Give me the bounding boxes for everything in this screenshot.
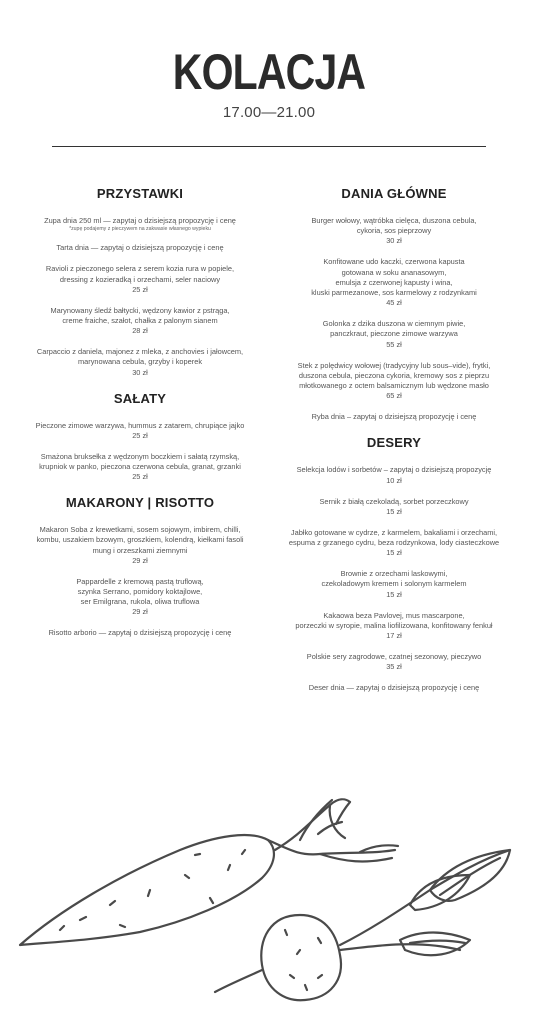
menu-section [32,493,248,638]
left-column [32,184,248,650]
section-title: PRZYSTAWKI [96,186,184,201]
section-title: SAŁATY [113,390,167,406]
menu-item-price: 29 zł [132,607,148,617]
menu-item [286,319,502,349]
menu-item [286,216,502,246]
menu-item-price: 30 zł [386,236,402,246]
menu-item [32,347,248,377]
menu-item-price: 10 zł [386,475,402,485]
serving-hours: 17.00—21.00 [222,104,316,121]
menu-item-description: Selekcja lodów i sorbetów – zapytaj o dzisiejszą propozycję [296,465,492,475]
menu-item-description: Kakaowa beza Pavlovej, mus mascarpone, porzeczki w syropie, malina liofilizowana, konfitowany fenkuł [295,610,493,630]
menu-item-price: 15 zł [386,548,402,558]
menu-item-description: Jabłko gotowane w cydrze, z karmelem, bakaliami i orzechami, espuma z grzanego cydru, beza rodzynkowa, lody ciasteczkowe [288,527,500,548]
menu-item-description: Makaron Soba z krewetkami, sosem sojowym, imbirem, chilli, kombu, uszakiem bzowym, groszkiem, kolendrą, kiełkami fasoli mung i orzeszkami ziemnymi [36,525,244,555]
menu-item-description: Burger wołowy, wątróbka cielęca, duszona cebula, cykoria, sos pieprzowy [311,216,477,236]
menu-item [286,465,502,485]
menu-item-description: Marynowany śledź bałtycki, wędzony kawior z pstrąga, creme fraiche, szałot, chałka z palonym sianem [50,305,230,326]
menu-item [32,525,248,566]
menu-item-description: Deser dnia — zapytaj o dzisiejszą propozycję i cenę [308,683,480,693]
menu-item-price: 15 zł [386,589,402,599]
menu-item-description: Golonka z dzika duszona w ciemnym piwie, panczkraut, pieczone zimowe warzywa [322,319,466,339]
menu-item [286,497,502,517]
menu-item-price: 25 zł [132,284,148,294]
section-title: DESERY [366,435,422,451]
menu-item [32,243,248,253]
menu-item-price: 30 zł [132,367,148,377]
menu-item-description: Ryba dnia – zapytaj o dzisiejszą propozycję i cenę [311,412,477,422]
menu-item-price: 45 zł [386,298,402,308]
menu-item-price: 28 zł [132,326,148,336]
menu-item-description: Pieczone zimowe warzywa, hummus z zatarem, chrupiące jajko [35,420,245,430]
menu-item [32,577,248,618]
menu-item-description: Smażona bruksełka z wędzonym boczkiem i sałatą rzymską, krupniok w panko, pieczona czerwona cebula, granat, grzanki [39,451,241,472]
menu-item [286,361,502,402]
menu-item-price: 25 zł [132,472,148,482]
menu-item [32,216,248,232]
menu-item-description: Brownie z orzechami laskowymi, czekoladowym kremem i solonym karmelem [321,569,467,589]
menu-item [32,306,248,336]
menu-item [32,628,248,638]
menu-item [286,611,502,641]
menu-item [286,569,502,599]
beet-icon [215,850,510,1000]
menu-header [0,40,538,121]
menu-item-price: 15 zł [386,506,402,516]
vegetable-illustration [0,780,538,1024]
menu-item-note: *zupę podajemy z pieczywem na zakwasie własnego wypieku [69,226,211,233]
carrot-icon [20,799,398,945]
menu-item-description: Carpaccio z daniela, majonez z mleka, z anchovies i jałowcem, marynowana cebula, grzyby i koperek [36,347,244,367]
menu-item-description: Ravioli z pieczonego selera z serem kozia rura w popiele, dressing z kozieradką i orzechami, seler naciowy [45,264,235,284]
menu-item-description: Stek z polędwicy wołowej (tradycyjny lub sous–vide), frytki, duszona cebula, pieczona cykoria, kremowy sos z pieprzu młotkowanego z octem balsamicznym lub wędzone masło [297,360,491,391]
section-title: DANIA GŁÓWNE [341,186,447,201]
menu-item [286,652,502,672]
menu-item-description: Sernik z białą czekoladą, sorbet porzeczkowy [319,496,469,506]
menu-section [32,389,248,483]
section-title: MAKARONY | RISOTTO [65,495,215,511]
menu-item-description: Tarta dnia — zapytaj o dzisiejszą propozycję i cenę [56,243,224,253]
menu-item-description: Zupa dnia 250 ml — zapytaj o dzisiejszą propozycję i cenę [44,216,236,225]
menu-section [286,184,502,422]
menu-item [286,257,502,308]
right-column [286,184,502,704]
menu-item-price: 55 zł [386,339,402,349]
menu-item [32,452,248,482]
menu-item-description: Risotto arborio — zapytaj o dzisiejszą propozycję i cenę [48,628,232,638]
menu-item-price: 65 zł [386,391,402,401]
menu-item-description: Pappardelle z kremową pastą truflową, szynka Serrano, pomidory koktajlowe, ser Emilgrana, rukola, oliwa truflowa [76,576,204,607]
menu-section [32,184,248,378]
menu-item-price: 25 zł [132,430,148,440]
page-title: KOLACJA [172,44,366,100]
header-divider [52,146,486,147]
menu-section [286,433,502,693]
menu-item-price: 29 zł [132,555,148,565]
menu-item [32,421,248,441]
menu-item [286,412,502,422]
menu-item-description: Konfitowane udo kaczki, czerwona kapusta gotowana w soku ananasowym, emulsja z czerwonej kapusty i wina, kluski parmezanowe, sos karmelowy z rodzynkami [311,257,477,298]
menu-item-description: Polskie sery zagrodowe, czatnej sezonowy, pieczywo [306,652,482,662]
menu-item-price: 17 zł [386,631,402,641]
menu-item [286,528,502,558]
menu-item [32,264,248,294]
menu-item [286,683,502,693]
menu-item-price: 35 zł [386,662,402,672]
